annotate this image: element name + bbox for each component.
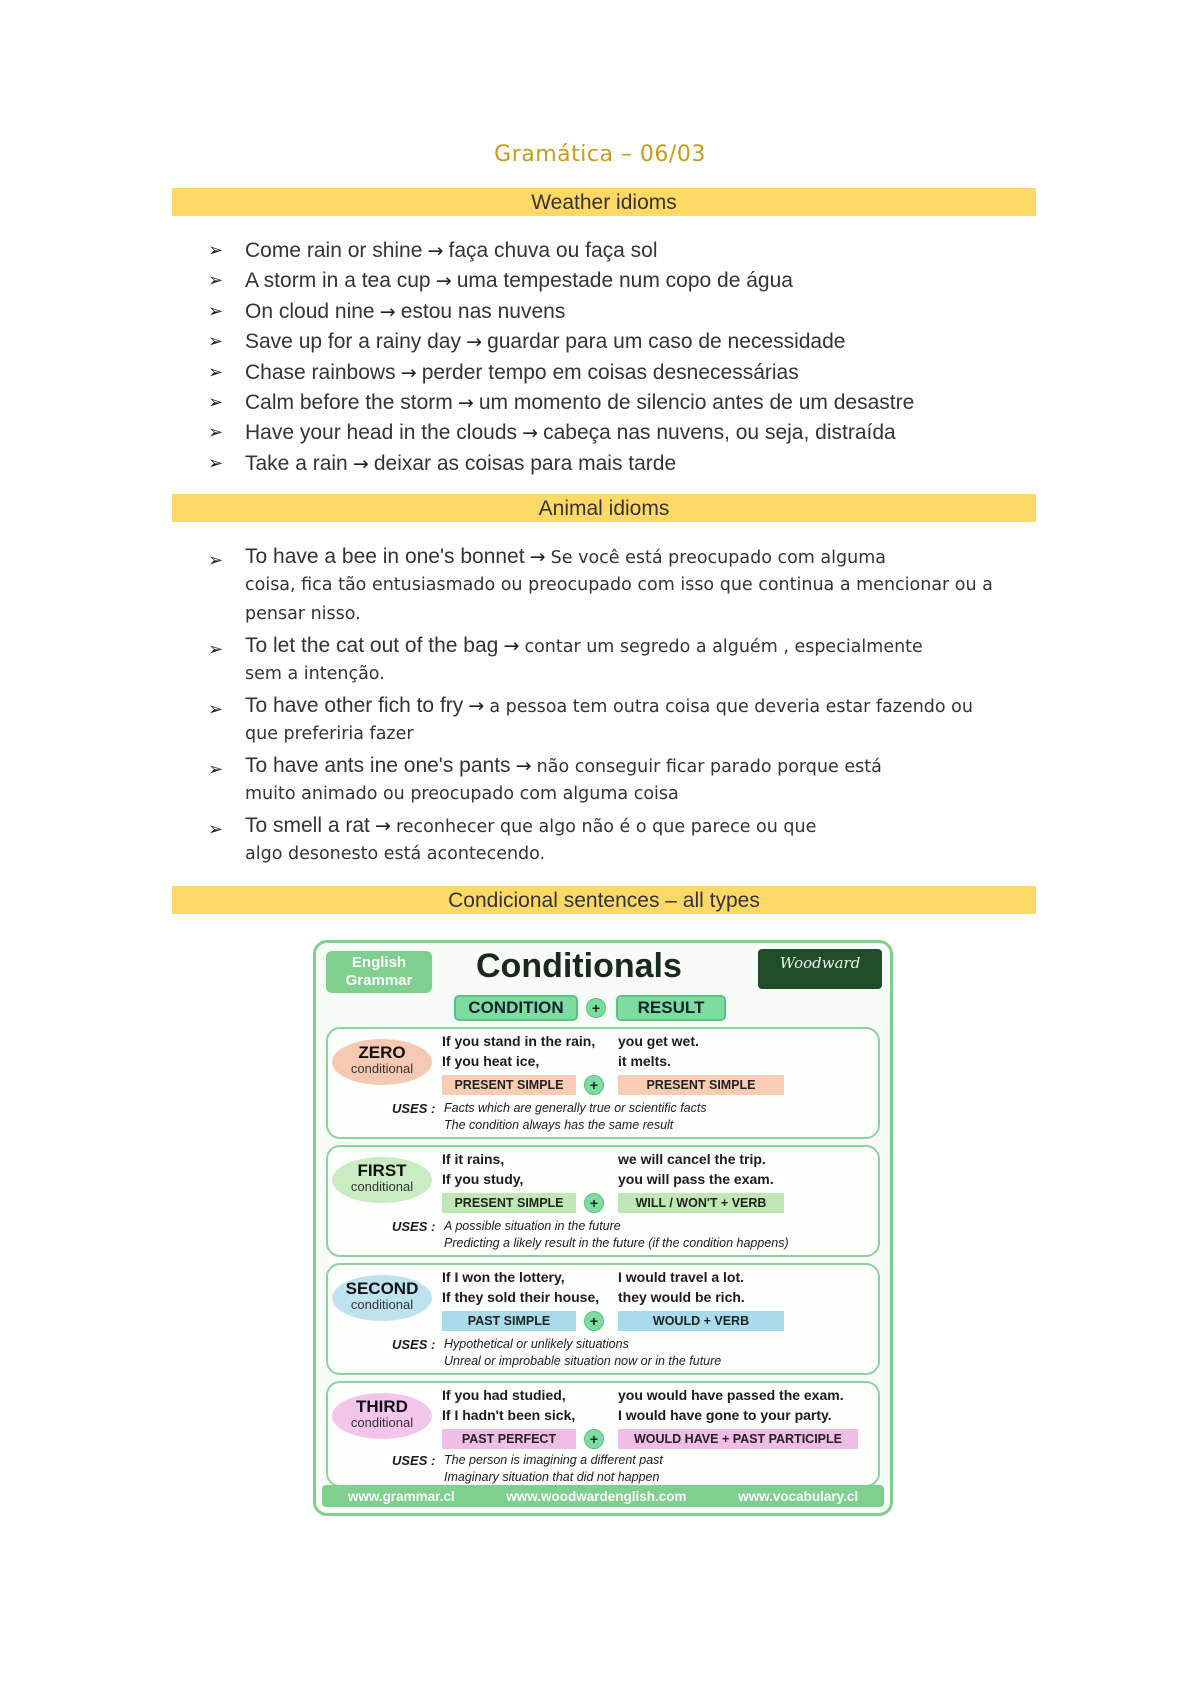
arrow-bullet-icon: ➢ bbox=[208, 639, 224, 660]
zero-conditional-block bbox=[326, 1027, 880, 1139]
idiom-definition: contar um segredo a alguém , especialmente bbox=[524, 637, 923, 657]
idiom-term: To have a bee in one's bonnet bbox=[245, 545, 525, 568]
uses-text: The condition always has the same result bbox=[444, 1118, 674, 1132]
result-example: you get wet. bbox=[618, 1033, 699, 1049]
badge-sub: conditional bbox=[350, 1179, 414, 1194]
result-example: they would be rich. bbox=[618, 1289, 745, 1305]
idiom-term: Take a rain bbox=[245, 451, 348, 475]
idiom-definition: faça chuva ou faça sol bbox=[448, 239, 658, 262]
list-item bbox=[0, 540, 1200, 629]
uses-text: Predicting a likely result in the future (if the condition happens) bbox=[444, 1236, 789, 1250]
list-item bbox=[0, 358, 1200, 388]
uses-label: USES : bbox=[392, 1219, 436, 1234]
condition-example: If they sold their house, bbox=[442, 1289, 600, 1305]
idiom-definition-cont: coisa, fica tão entusiasmado ou preocupado com isso que continua a mencionar ou a bbox=[245, 575, 993, 595]
uses-label: USES : bbox=[392, 1101, 436, 1116]
arrow-bullet-icon: ➢ bbox=[208, 550, 224, 571]
idiom-term: Come rain or shine bbox=[245, 239, 423, 262]
right-arrow-icon: → bbox=[400, 361, 417, 384]
right-arrow-icon: → bbox=[529, 546, 546, 568]
list-item bbox=[0, 449, 1200, 479]
uses-text: Unreal or improbable situation now or in the future bbox=[444, 1354, 722, 1368]
conditionals-infographic bbox=[313, 940, 893, 1516]
idiom-definition-cont: algo desonesto está acontecendo. bbox=[245, 844, 546, 864]
result-tense-tag: WILL / WON'T + VERB bbox=[618, 1193, 784, 1213]
idiom-definition-cont: que preferiria fazer bbox=[245, 724, 414, 744]
badge-name: THIRD bbox=[356, 1397, 408, 1416]
infographic-title: Conditionals bbox=[476, 947, 682, 985]
idiom-definition-cont: pensar nisso. bbox=[245, 604, 361, 624]
page-title: Gramática – 06/03 bbox=[494, 142, 706, 167]
condition-tense-tag: PAST SIMPLE bbox=[442, 1311, 576, 1331]
list-item bbox=[0, 266, 1200, 296]
badge-sub: conditional bbox=[350, 1297, 414, 1312]
section-heading-animal: Animal idioms bbox=[172, 494, 1036, 522]
idiom-term: To have other fich to fry bbox=[245, 694, 464, 717]
idiom-term: Chase rainbows bbox=[245, 360, 396, 384]
idiom-term: To smell a rat bbox=[245, 814, 370, 837]
list-item bbox=[0, 749, 1200, 809]
idiom-definition-cont: muito animado ou preocupado com alguma coisa bbox=[245, 784, 679, 804]
conditional-badge bbox=[332, 1039, 432, 1085]
idiom-term: To let the cat out of the bag bbox=[245, 634, 499, 657]
list-item bbox=[0, 236, 1200, 266]
arrow-bullet-icon: ➢ bbox=[208, 361, 224, 383]
condition-example: If I hadn't been sick, bbox=[442, 1407, 576, 1423]
third-conditional-block bbox=[326, 1381, 880, 1487]
right-arrow-icon: → bbox=[427, 240, 444, 262]
plus-icon: + bbox=[586, 998, 606, 1018]
result-tense-tag: WOULD HAVE + PAST PARTICIPLE bbox=[618, 1429, 858, 1449]
right-arrow-icon: → bbox=[374, 815, 391, 837]
condition-header: CONDITION bbox=[454, 995, 578, 1021]
idiom-definition: não conseguir ficar parado porque está bbox=[536, 757, 882, 777]
uses-label: USES : bbox=[392, 1337, 436, 1352]
section-heading-conditional: Condicional sentences – all types bbox=[172, 886, 1036, 914]
badge-name: ZERO bbox=[358, 1043, 406, 1062]
footer-link[interactable]: www.grammar.cl bbox=[347, 1488, 455, 1504]
idiom-definition: guardar para um caso de necessidade bbox=[487, 330, 846, 354]
condition-example: If you stand in the rain, bbox=[442, 1033, 596, 1049]
arrow-bullet-icon: ➢ bbox=[208, 819, 224, 840]
right-arrow-icon: → bbox=[515, 755, 532, 777]
idiom-term: On cloud nine bbox=[245, 299, 375, 323]
arrow-bullet-icon: ➢ bbox=[208, 759, 224, 780]
plus-icon: + bbox=[584, 1311, 604, 1331]
right-arrow-icon: → bbox=[522, 422, 539, 445]
conditional-badge bbox=[332, 1393, 432, 1439]
idiom-definition: deixar as coisas para mais tarde bbox=[373, 451, 677, 475]
tag-line: Grammar bbox=[345, 972, 413, 989]
conditional-badge bbox=[332, 1157, 432, 1203]
result-example: you would have passed the exam. bbox=[618, 1387, 844, 1403]
second-conditional-block bbox=[326, 1263, 880, 1375]
arrow-bullet-icon: ➢ bbox=[208, 699, 224, 720]
badge-sub: conditional bbox=[350, 1415, 414, 1430]
condition-example: If you study, bbox=[442, 1171, 524, 1187]
badge-name: SECOND bbox=[345, 1279, 419, 1298]
weather-idioms-list bbox=[0, 236, 1200, 479]
arrow-bullet-icon: ➢ bbox=[208, 391, 224, 413]
result-example: it melts. bbox=[618, 1053, 671, 1069]
list-item bbox=[0, 629, 1200, 689]
badge-name: FIRST bbox=[357, 1161, 407, 1180]
idiom-definition: reconhecer que algo não é o que parece ou que bbox=[395, 817, 817, 837]
list-item bbox=[0, 809, 1200, 869]
list-item bbox=[0, 327, 1200, 357]
condition-example: If it rains, bbox=[442, 1151, 505, 1167]
animal-idioms-list bbox=[0, 540, 1200, 869]
uses-text: A possible situation in the future bbox=[444, 1219, 621, 1233]
condition-tense-tag: PAST PERFECT bbox=[442, 1429, 576, 1449]
arrow-bullet-icon: ➢ bbox=[208, 270, 224, 292]
idiom-definition-cont: sem a intenção. bbox=[245, 664, 385, 684]
english-grammar-tag bbox=[326, 951, 432, 993]
woodward-logo: Woodward bbox=[758, 949, 882, 989]
uses-text: Hypothetical or unlikely situations bbox=[444, 1337, 629, 1351]
idiom-term: Have your head in the clouds bbox=[245, 421, 518, 445]
condition-example: If you heat ice, bbox=[442, 1053, 540, 1069]
idiom-term: To have ants ine one's pants bbox=[245, 754, 511, 777]
right-arrow-icon: → bbox=[457, 391, 474, 414]
condition-example: If you had studied, bbox=[442, 1387, 566, 1403]
list-item bbox=[0, 388, 1200, 418]
idiom-definition: a pessoa tem outra coisa que deveria estar fazendo ou bbox=[489, 697, 973, 717]
list-item bbox=[0, 689, 1200, 749]
footer-link[interactable]: www.woodwardenglish.com bbox=[506, 1488, 687, 1504]
idiom-term: A storm in a tea cup bbox=[245, 269, 431, 293]
arrow-bullet-icon: ➢ bbox=[208, 452, 224, 474]
arrow-bullet-icon: ➢ bbox=[208, 240, 224, 261]
section-heading-weather: Weather idioms bbox=[172, 188, 1036, 216]
idiom-definition: estou nas nuvens bbox=[400, 299, 566, 323]
idiom-definition: perder tempo em coisas desnecessárias bbox=[421, 360, 799, 384]
uses-text: The person is imagining a different past bbox=[444, 1453, 663, 1467]
condition-example: If I won the lottery, bbox=[442, 1269, 565, 1285]
idiom-definition: Se você está preocupado com alguma bbox=[550, 548, 886, 568]
uses-text: Imaginary situation that did not happen bbox=[444, 1470, 660, 1484]
result-tense-tag: PRESENT SIMPLE bbox=[618, 1075, 784, 1095]
arrow-bullet-icon: ➢ bbox=[208, 331, 224, 353]
condition-tense-tag: PRESENT SIMPLE bbox=[442, 1193, 576, 1213]
right-arrow-icon: → bbox=[503, 635, 520, 657]
arrow-bullet-icon: ➢ bbox=[208, 422, 224, 444]
idiom-term: Save up for a rainy day bbox=[245, 330, 461, 354]
result-tense-tag: WOULD + VERB bbox=[618, 1311, 784, 1331]
right-arrow-icon: → bbox=[435, 270, 452, 293]
plus-icon: + bbox=[584, 1429, 604, 1449]
idiom-definition: uma tempestade num copo de água bbox=[456, 269, 793, 293]
tag-line: English bbox=[351, 954, 407, 971]
arrow-bullet-icon: ➢ bbox=[208, 300, 224, 322]
right-arrow-icon: → bbox=[468, 695, 485, 717]
plus-icon: + bbox=[584, 1075, 604, 1095]
result-example: I would travel a lot. bbox=[618, 1269, 745, 1285]
plus-icon: + bbox=[584, 1193, 604, 1213]
condition-tense-tag: PRESENT SIMPLE bbox=[442, 1075, 576, 1095]
badge-sub: conditional bbox=[350, 1061, 414, 1076]
right-arrow-icon: → bbox=[352, 452, 369, 475]
idiom-term: Calm before the storm bbox=[245, 390, 453, 414]
result-header: RESULT bbox=[616, 995, 726, 1021]
uses-text: Facts which are generally true or scientific facts bbox=[444, 1101, 707, 1115]
conditional-badge bbox=[332, 1275, 432, 1321]
uses-label: USES : bbox=[392, 1453, 436, 1468]
result-example: you will pass the exam. bbox=[618, 1171, 774, 1187]
footer-link[interactable]: www.vocabulary.cl bbox=[738, 1488, 859, 1504]
list-item bbox=[0, 297, 1200, 327]
result-example: I would have gone to your party. bbox=[618, 1407, 832, 1423]
first-conditional-block bbox=[326, 1145, 880, 1257]
infographic-footer bbox=[322, 1485, 884, 1507]
list-item bbox=[0, 418, 1200, 448]
result-example: we will cancel the trip. bbox=[618, 1151, 766, 1167]
idiom-definition: cabeça nas nuvens, ou seja, distraída bbox=[543, 421, 896, 445]
right-arrow-icon: → bbox=[466, 331, 482, 354]
idiom-definition: um momento de silencio antes de um desastre bbox=[478, 390, 915, 414]
right-arrow-icon: → bbox=[379, 300, 396, 323]
